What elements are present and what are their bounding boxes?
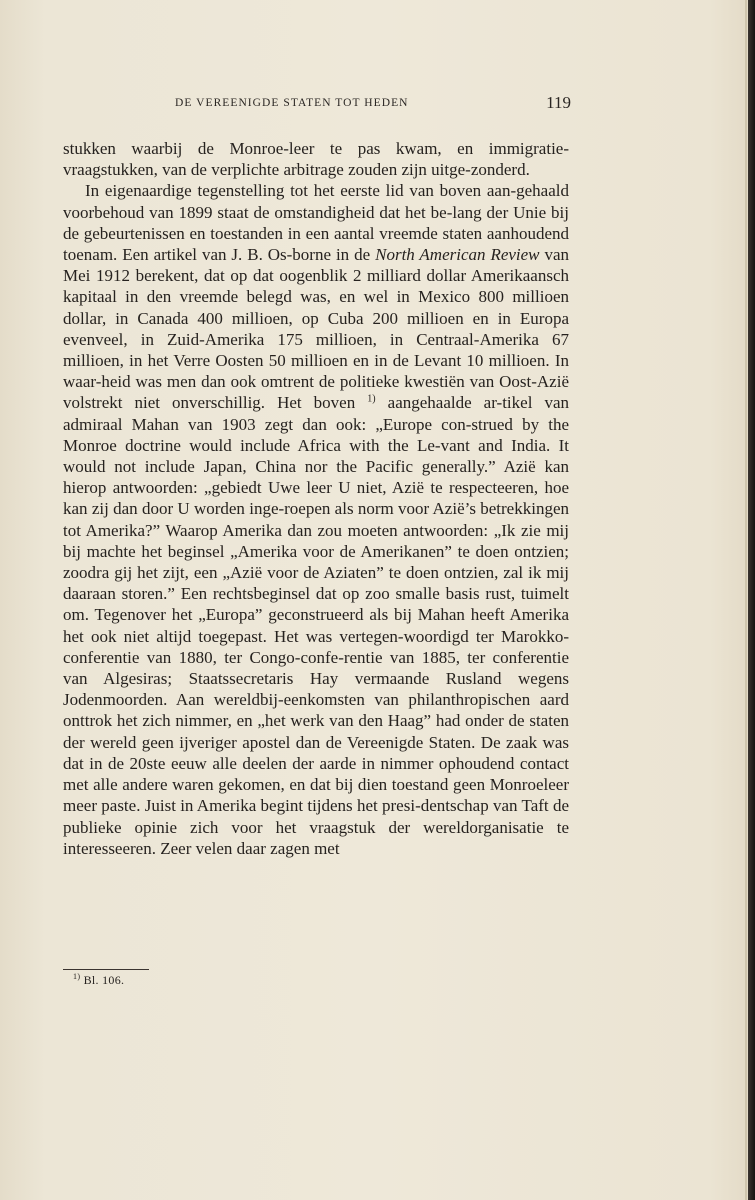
running-head: DE VEREENIGDE STATEN TOT HEDEN — [175, 97, 409, 109]
footnote-reference: 1) — [367, 393, 376, 405]
footnote-marker: 1) — [73, 972, 81, 981]
body-text — [63, 138, 569, 859]
footnote — [73, 973, 124, 988]
footnote-text: Bl. 106. — [83, 973, 125, 987]
paragraph-2-part-b: van Mei 1912 berekent, dat op dat oogenblik 2 milliard dollar Amerikaansch kapitaal in den vreemde belegd was, en wel in Mexico 800 millioen dollar, in Canada 400 millioen, op Cuba 200 millioen en in Europa evenveel, in Zuid-Amerika 175 millioen, in Centraal-Amerika 67 millioen, in het Verre Oosten 50 millioen en in de Levant 10 millioen. In waar-heid was men dan ook omtrent de politieke kwestiën van Oost-Azië volstrekt niet onverschillig. Het boven — [63, 245, 570, 413]
paragraph-2-part-c: aangehaalde ar-tikel van admiraal Mahan van 1903 zegt dan ook: „Europe con-strued by the Monroe doctrine would include Africa with the Le-vant and India. It would not include Japan, China nor the Pacific generally.” Azië kan hierop antwoorden: „gebiedt Uwe leer U niet, Azië te respecteeren, hoe kan zij dan door U worden inge-roepen als norm voor Azië’s betrekkingen tot Amerika?” Waarop Amerika dan zou moeten antwoorden: „Ik zie mij bij machte het beginsel „Amerika voor de Amerikanen” te doen ontzien; zoodra gij het zijt, een „Azië voor de Aziaten” te doen ontzien, zal ik mij daaraan storen.” Een rechtsbeginsel dat op zoo smalle basis rust, tuimelt om. Tegenover het „Europa” geconstrueerd als bij Mahan heeft Amerika het ook niet altijd toegepast. Het was vertegen-woordigd ter Marokko-conferentie van 1880, ter Congo-confe-rentie van 1885, ter conferentie van Algesiras; Staatssecretaris Hay vermaande Rusland wegens Jodenmoorden. Aan wereldbij-eenkomsten van philanthropischen aard onttrok het zich nimmer, en „het werk van den Haag” had onder de staten der wereld geen ijveriger apostel dan de Vereenigde Staten. De zaak was dat in de 20ste eeuw alle deelen der aarde in nimmer ophoudend contact met alle andere waren gekomen, en dat bij dien toestand geen Monroeleer meer paste. Juist in Amerika begint tijdens het presi-dentschap van Taft de publieke opinie zich voor het vraagstuk der wereldorganisatie te interesseeren. Zeer velen daar zagen met — [63, 393, 570, 858]
footnote-marker-number: 1 — [73, 972, 78, 981]
page-header — [90, 93, 571, 117]
book-binding-edge — [748, 0, 755, 1200]
paragraph-2-part-a: In eigenaardige tegenstelling tot het eerste lid van boven aan-gehaald voorbehoud van 1899 staat de omstandigheid dat het be-lang der Unie bij de gebeurtenissen en toestanden in een aantal vreemde staten aanhoudend toenam. Een artikel van J. B. Os-borne in de — [63, 181, 569, 265]
page-edge-line — [745, 0, 747, 1200]
footnote-reference-number: 1 — [367, 393, 373, 405]
paragraph-1: stukken waarbij de Monroe-leer te pas kwam, en immigratie-vraagstukken, van de verplichte arbitrage zouden zijn uitge-zonderd. — [63, 139, 569, 180]
page-number: 119 — [546, 93, 571, 112]
journal-title: North American Review — [375, 245, 540, 265]
footnote-rule — [63, 969, 149, 970]
paragraph-2 — [63, 180, 569, 859]
